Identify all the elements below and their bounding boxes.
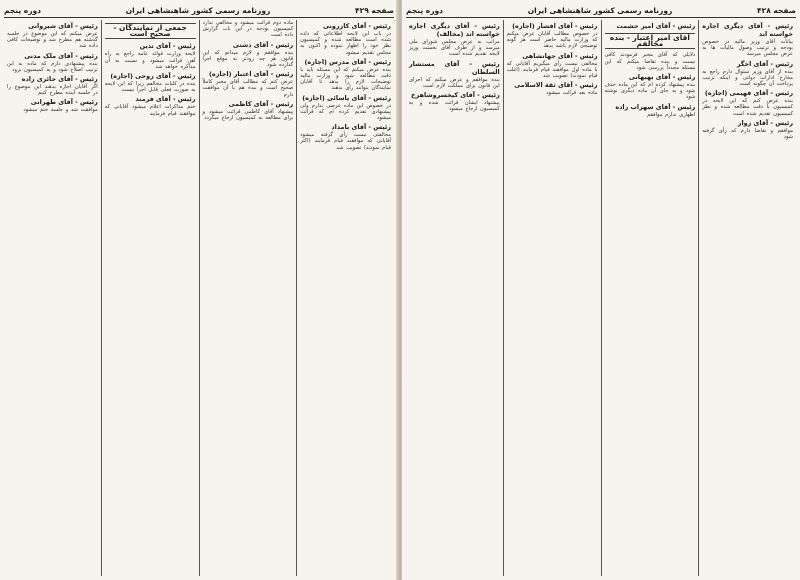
- paragraph: بنده عرض میکنم که این مسئله باید با دقت مطالعه شود و وزارت مالیه توضیحات لازم را بدهد تا آقایان نمایندگان بتوانند رأی بدهند: [300, 66, 391, 92]
- right-page: [402, 0, 800, 580]
- speaker-heading: رئیس - آقای اعتبار (اجازه): [209, 70, 294, 79]
- speaker-heading: رئیس - آقای کاظمی: [228, 99, 294, 108]
- paragraph: در خصوص مطالب آقایان عرض میکنم که وزارت مالیه حاضر است هر گونه توضیحی لازم باشد بدهد: [506, 31, 598, 50]
- right-issue-label: دوره پنجم: [406, 5, 444, 15]
- left-column-2: [199, 20, 297, 576]
- paragraph: در خصوص این ماده عرضی ندارم ولی پیشنهادی تقدیم کرده ام که قرائت میشود: [300, 102, 391, 122]
- speaker-heading: رئیس - آقای یاسائی (اجازه): [302, 93, 391, 102]
- speaker-heading: رئیس - آقای مدرس (اجازه): [304, 57, 391, 66]
- paragraph: مراتب به عرض مجلس شورای ملی میرسد و از طرف آقای نخست وزیر لایحه تقدیم شده است: [409, 39, 500, 58]
- speaker-heading: رئیس - آقای دیگری اجازه خواسته اند (مخالف): [409, 22, 500, 38]
- paragraph: مخالفتی نیست رأی گرفته میشود آقایانی که موافقند قیام فرمایند (اکثر قیام نمودند) تصویب شد: [300, 132, 391, 151]
- right-column-2: [601, 20, 699, 576]
- speaker-heading: رئیس - آقای بهبهانی: [628, 73, 696, 82]
- left-issue-label: دوره پنجم: [4, 5, 42, 15]
- section-heading: آقای امیر اعتبار - بنده مخالفم: [605, 33, 696, 49]
- left-page-columns: [4, 20, 394, 576]
- speaker-heading: رئیس - آقای طهرانی: [30, 98, 98, 107]
- speaker-heading: رئیس - آقای فهیمی (اجازه): [704, 89, 793, 98]
- left-column-1: [296, 20, 394, 576]
- speaker-heading: رئیس - آقای افشار (اجازه): [512, 22, 598, 30]
- section-heading: جمعی از نمایندگان - صحیح است: [105, 23, 196, 39]
- speaker-heading: رئیس - آقای دشتی: [232, 40, 294, 49]
- left-column-3: [101, 20, 199, 576]
- paragraph: موافقت شد و جلسه ختم میشود: [23, 107, 98, 114]
- right-column-1: [698, 20, 796, 576]
- right-page-columns: [406, 20, 796, 576]
- right-page-header: [406, 3, 796, 18]
- paragraph: بنده موافقم و لازم میدانم که این قانون هر چه زودتر به موقع اجرا گذارده شود: [202, 49, 294, 69]
- right-gazette-title: روزنامه رسمی کشور شاهنشاهی ایران: [527, 5, 673, 15]
- paragraph: پیشنهاد ایشان قرائت شده و به کمیسیون ارجاع میشود: [409, 100, 500, 113]
- left-column-4: [4, 20, 101, 576]
- speaker-heading: رئیس - آقای ثقة الاسلامی: [514, 81, 598, 90]
- speaker-heading: رئیس - آقای جهانشاهی: [522, 51, 598, 60]
- speaker-heading: رئیس - آقای شیروانی: [28, 22, 98, 30]
- paragraph: عرض کنم که مطالب آقای مخبر کاملاً صحیح است و بنده هم با آن موافقت دارم: [202, 79, 294, 98]
- paragraph: بنده در کلیات مخالفم زیرا که این لایحه به صورت فعلی قابل اجرا نیست: [104, 81, 196, 94]
- speaker-heading: رئیس - آقای روحی (اجازه): [110, 72, 196, 81]
- speaker-heading: رئیس - آقای امیر حشمت: [616, 22, 696, 30]
- paragraph: لایحه وزارت فوائد عامه راجع به راه آهن قرائت میشود و نسبت به آن مذاکره خواهد شد: [104, 51, 196, 70]
- paragraph: اگر آقایان اجازه بدهند این موضوع را در جلسه آینده مطرح کنیم: [7, 84, 98, 97]
- paragraph: ماده دوم قرائت میشود و مخالفی ندارد کمیسیون بودجه در این باب گزارش داده است: [202, 20, 294, 39]
- paragraph: دلایلی که آقای مخبر فرمودند کافی نیست و بنده تقاضا میکنم که این مسئله مجدداً بررسی شود: [604, 52, 696, 71]
- paragraph: اظهاری ندارم موافقم: [647, 111, 696, 118]
- paragraph: بیانات آقای وزیر مالیه در خصوص بودجه و ترتیب وصول مالیات ها به عرض مجلس میرسد: [702, 39, 793, 58]
- paragraph: ختم مذاکرات اعلام میشود آقایانی که موافقند قیام فرمایند: [104, 104, 196, 117]
- paragraph: ماده بعد قرائت میشود: [546, 90, 598, 97]
- paragraph: بنده موافقم و عرض میکنم که اجرای این قانون برای مملکت لازم است: [409, 76, 500, 89]
- right-column-3: [503, 20, 601, 576]
- speaker-heading: رئیس - آقای تدین: [139, 42, 196, 51]
- right-page-number: صفحه ۴۲۸: [757, 5, 796, 15]
- paragraph: موافقم و تقاضا دارم که رأی گرفته شود: [702, 127, 793, 141]
- speaker-heading: رئیس - آقای دیگری اجازه خواسته اند: [702, 22, 793, 38]
- left-page-number: صفحه ۴۲۹: [355, 5, 394, 15]
- speaker-heading: رئیس - آقای بامداد: [331, 123, 391, 132]
- right-column-4: [406, 20, 503, 576]
- left-page-header: [4, 3, 394, 18]
- speaker-heading: رئیس - آقای اخگر: [736, 59, 793, 68]
- paragraph: بنده پیشنهادی دارم که ماده به این ترتیب اصلاح شود و به کمیسیون برود: [7, 60, 98, 73]
- paragraph: عرض میکنم که این موضوع در جلسه گذشته هم مطرح شد و توضیحات کافی داده شد: [7, 31, 98, 50]
- speaker-heading: رئیس - آقای مستشار السلطان: [409, 59, 500, 76]
- speaker-heading: رئیس - آقای زوار: [737, 118, 793, 127]
- paragraph: در باب این لایحه اطلاعاتی که داده شده است مطالعه شده و کمیسیون نظر خود را اظهار نموده و اکنون به مجلس تقدیم میشود: [300, 31, 391, 56]
- speaker-heading: رئیس - آقای فرمند: [135, 95, 196, 104]
- left-gazette-title: روزنامه رسمی کشور شاهنشاهی ایران: [125, 5, 271, 15]
- left-page: [0, 0, 398, 580]
- paragraph: مخالفی نیست رأی میگیریم آقایانی که با ماده اول موافقند قیام فرمایند (اغلب قیام نمودند) تصویب شد: [506, 60, 598, 80]
- speaker-heading: رئیس - آقای کازرونی: [323, 22, 391, 30]
- speaker-heading: رئیس - آقای ملک مدنی: [24, 51, 98, 60]
- paragraph: بنده پیشنهاد کرده ام که این ماده حذف شود و به جای آن ماده دیگری نوشته شود: [604, 82, 696, 101]
- paragraph: بنده عرض کنم که این لایحه در کمیسیون با دقت مطالعه شده و نظر کمیسیون تقدیم شده است: [702, 98, 793, 117]
- speaker-heading: رئیس - آقای حائری زاده: [21, 75, 98, 84]
- speaker-heading: رئیس - آقای سهراب زاده: [615, 102, 696, 111]
- speaker-heading: رئیس - آقای کیخسروشاهرخ: [410, 91, 500, 100]
- paragraph: پیشنهاد آقای کاظمی قرائت میشود و برای مطالعه به کمیسیون ارجاع میگردد: [202, 108, 294, 122]
- paragraph: بنده از آقای وزیر سئوال دارم راجع به مخارج ادارات دولتی و اینکه ترتیب پرداخت آن چگونه است: [702, 68, 793, 88]
